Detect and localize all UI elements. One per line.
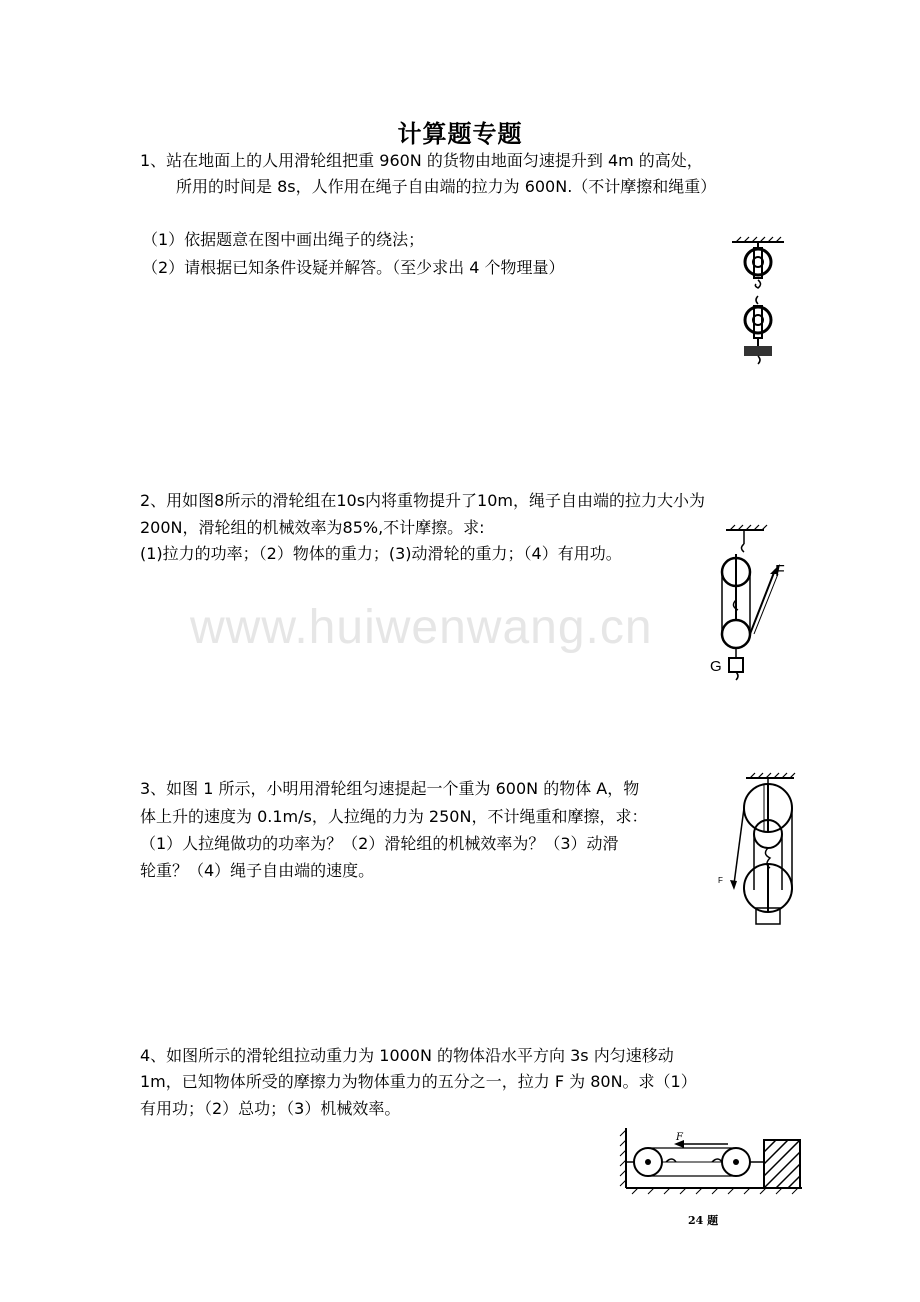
q4-line2: 1m，已知物体所受的摩擦力为物体重力的五分之一，拉力 F 为 80N。求（1） [140,1072,697,1091]
q4-pulley-diagram [618,1126,808,1198]
q3-line4: 轮重？（4）绳子自由端的速度。 [140,861,375,880]
q2-weight-label: G [710,658,722,675]
q3-line2: 体上升的速度为 0.1m/s，人拉绳的力为 250N，不计绳重和摩擦，求： [140,807,648,826]
q1-pulley-diagram [728,236,792,368]
q2-force-label: F [775,563,785,580]
q3-line1: 3、如图 1 所示，小明用滑轮组匀速提起一个重为 600N 的物体 A，物 [140,779,640,798]
q2-line3: (1)拉力的功率；（2）物体的重力；(3)动滑轮的重力；（4）有用功。 [140,544,622,563]
watermark: www.huiwenwang.cn [190,601,653,654]
q2-line2: 200N，滑轮组的机械效率为85%,不计摩擦。求: [140,518,485,537]
q4-force-label: F [676,1132,683,1143]
q1-line1: 1、站在地面上的人用滑轮组把重 960N 的货物由地面匀速提升到 4m 的高处， [140,151,703,170]
q3-line3: （1）人拉绳做功的功率为？（2）滑轮组的机械效率为？（3）动滑 [140,834,619,853]
q4-line3: 有用功；（2）总功；（3）机械效率。 [140,1099,401,1118]
q1-sub2: （2）请根据已知条件设疑并解答。（至少求出 4 个物理量） [142,258,565,277]
page-title: 计算题专题 [397,120,523,148]
q4-line1: 4、如图所示的滑轮组拉动重力为 1000N 的物体沿水平方向 3s 内匀速移动 [140,1046,674,1065]
q4-figure-caption: 24 题 [688,1214,719,1227]
q1-line2: 所用的时间是 8s，人作用在绳子自由端的拉力为 600N.（不计摩擦和绳重） [176,177,717,196]
q2-line1: 2、用如图8所示的滑轮组在10s内将重物提升了10m，绳子自由端的拉力大小为 [140,491,706,510]
q1-sub1: （1）依据题意在图中画出绳子的绕法； [142,230,425,249]
q3-force-label: F [718,876,723,885]
q3-pulley-diagram [720,772,810,932]
